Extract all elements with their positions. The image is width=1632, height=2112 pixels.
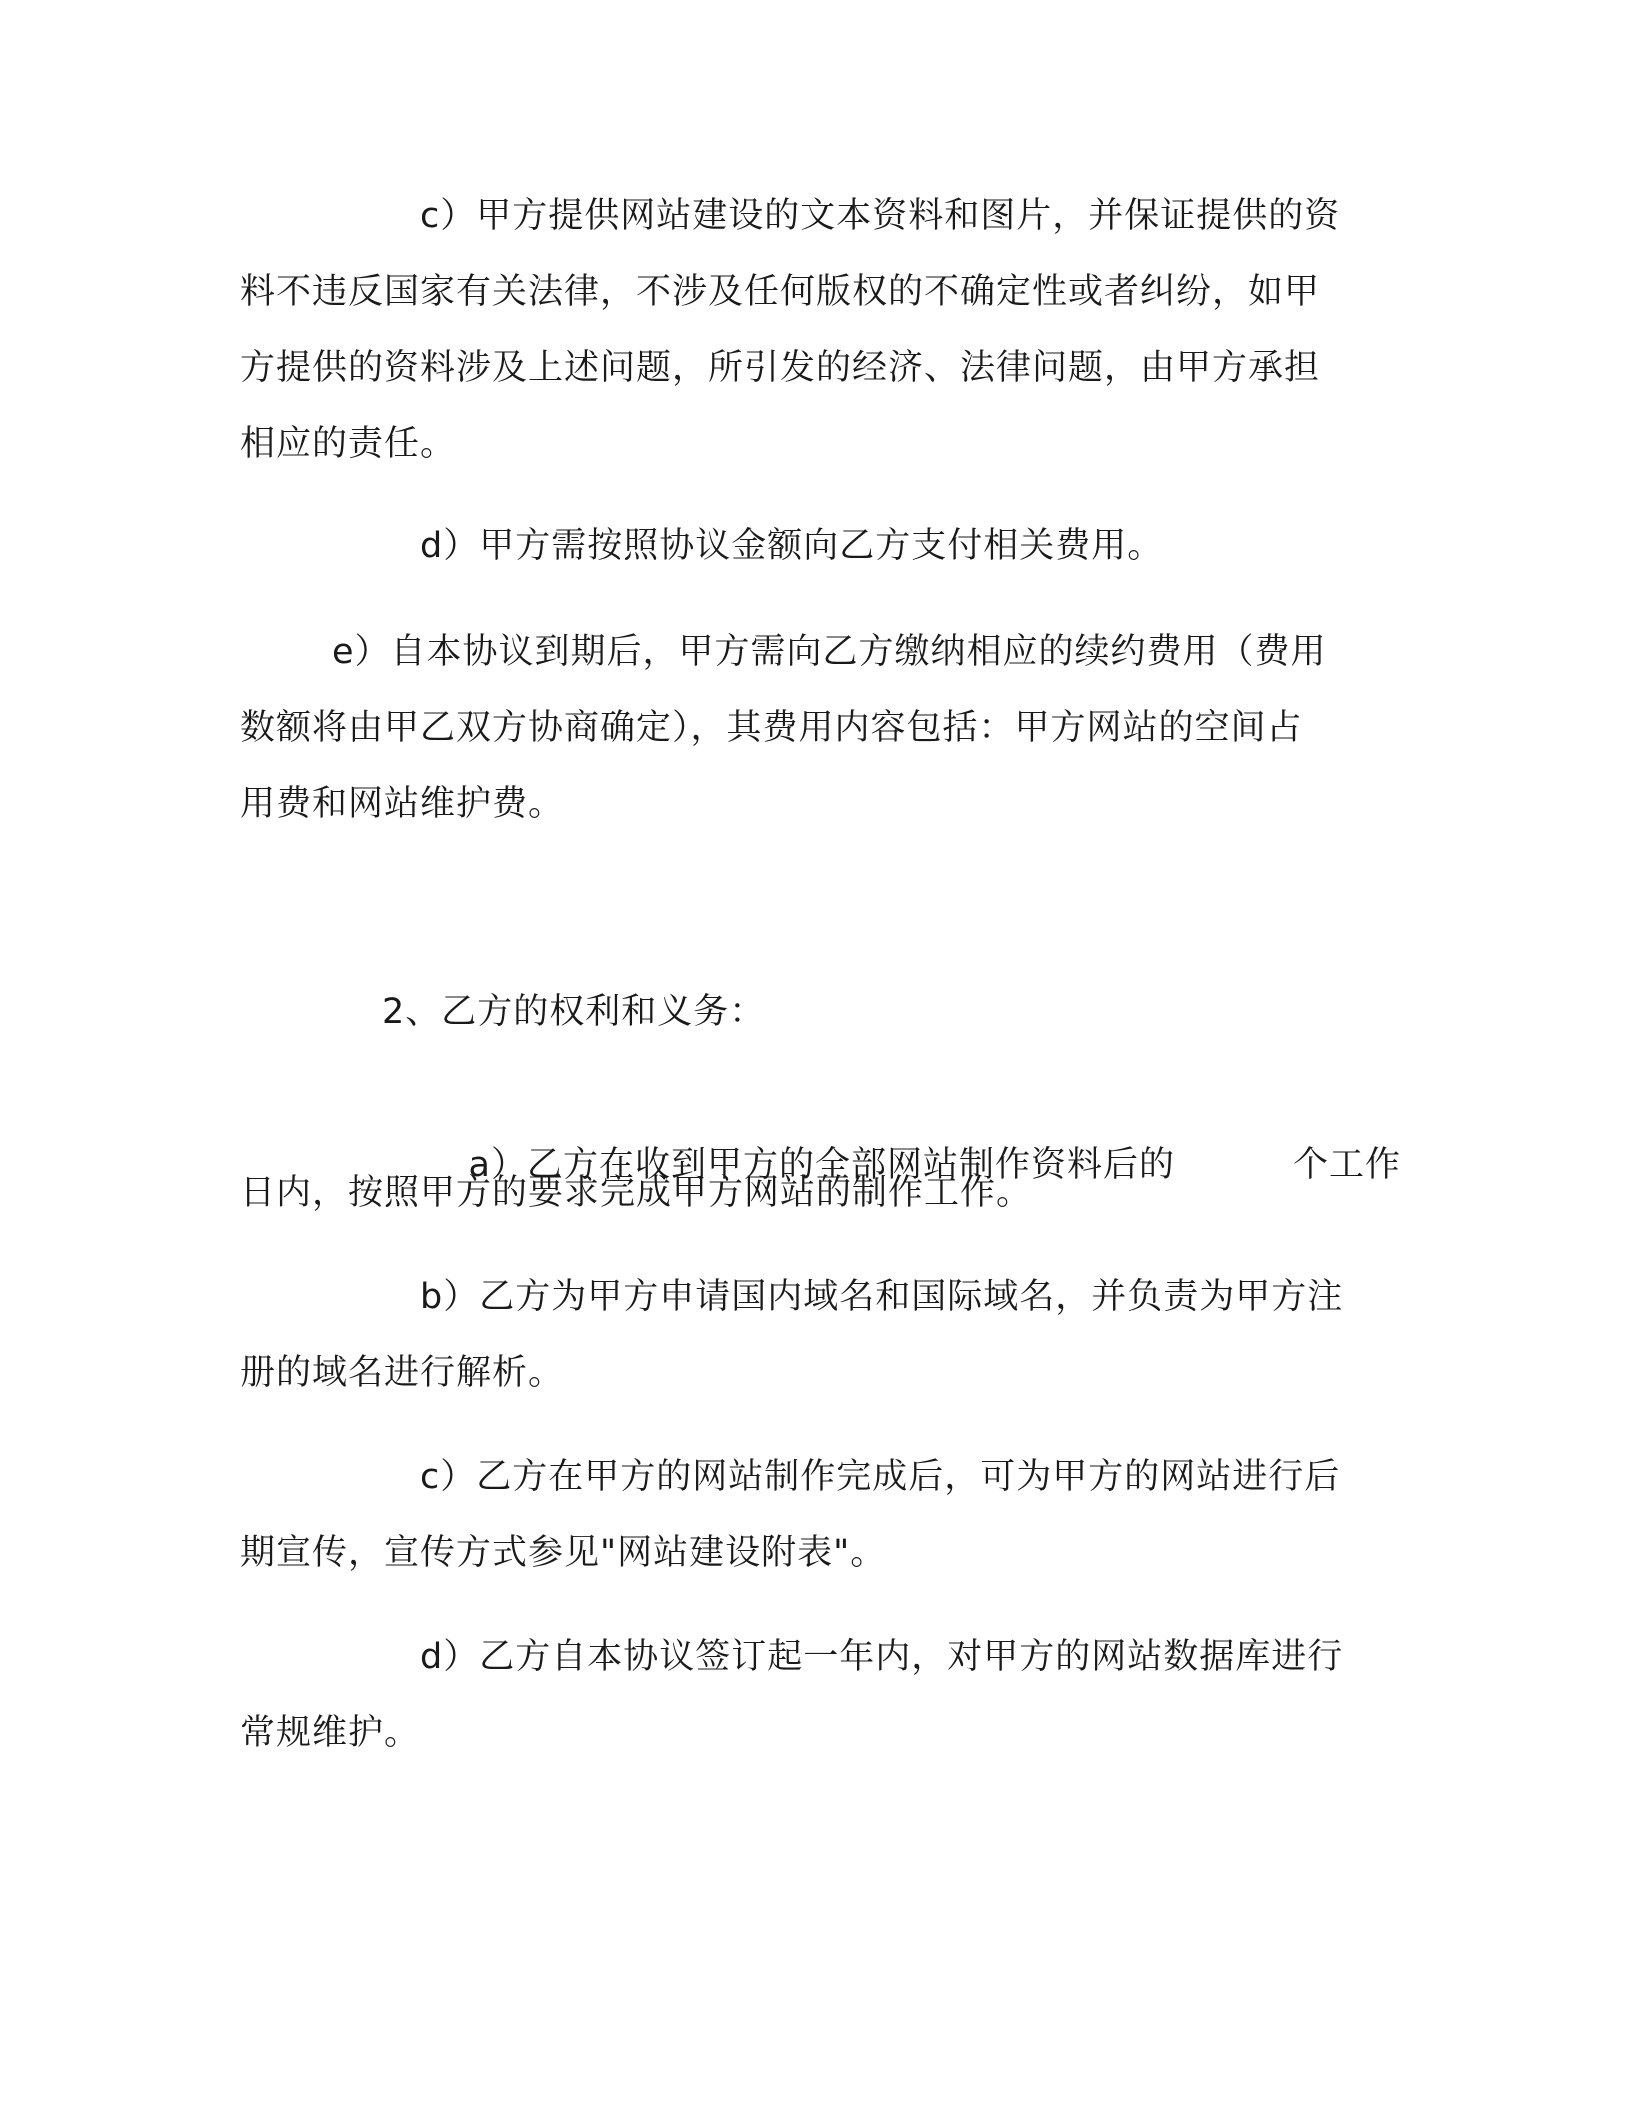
party-a-item-c-line-4: 相应的责任。: [240, 424, 457, 464]
party-b-item-a-text-after-blank: 个工作: [1292, 1145, 1401, 1185]
party-b-item-a-text-before-blank: a）乙方在收到甲方的全部网站制作资料后的: [468, 1145, 1175, 1185]
party-a-item-e-line-2: 数额将由甲乙双方协商确定），其费用内容包括：甲方网站的空间占: [240, 708, 1303, 748]
party-b-item-b-line-2: 册的域名进行解析。: [240, 1353, 565, 1393]
party-b-item-c-line-1: c）乙方在甲方的网站制作完成后，可为甲方的网站进行后: [420, 1457, 1341, 1497]
party-b-item-a-line-2: 日内，按照甲方的要求完成甲方网站的制作工作。: [240, 1173, 1033, 1213]
party-a-item-c-line-3: 方提供的资料涉及上述问题，所引发的经济、法律问题，由甲方承担: [240, 348, 1321, 388]
section-2-heading: 2、乙方的权利和义务：: [382, 992, 766, 1032]
party-b-item-b-line-1: b）乙方为甲方申请国内域名和国际域名，并负责为甲方注: [420, 1277, 1344, 1317]
party-a-item-c-line-1: c）甲方提供网站建设的文本资料和图片，并保证提供的资: [420, 196, 1341, 236]
party-b-item-c-line-2: 期宣传，宣传方式参见"网站建设附表"。: [240, 1533, 887, 1573]
party-a-item-e-line-1: e）自本协议到期后，甲方需向乙方缴纳相应的续约费用（费用: [332, 632, 1327, 672]
party-a-item-e-line-3: 用费和网站维护费。: [240, 784, 565, 824]
party-a-item-c-line-2: 料不违反国家有关法律，不涉及任何版权的不确定性或者纠纷，如甲: [240, 272, 1321, 312]
party-b-item-d-line-2: 常规维护。: [240, 1713, 421, 1753]
party-b-item-d-line-1: d）乙方自本协议签订起一年内，对甲方的网站数据库进行: [420, 1637, 1344, 1677]
party-a-item-d-line-1: d）甲方需按照协议金额向乙方支付相关费用。: [420, 526, 1164, 566]
